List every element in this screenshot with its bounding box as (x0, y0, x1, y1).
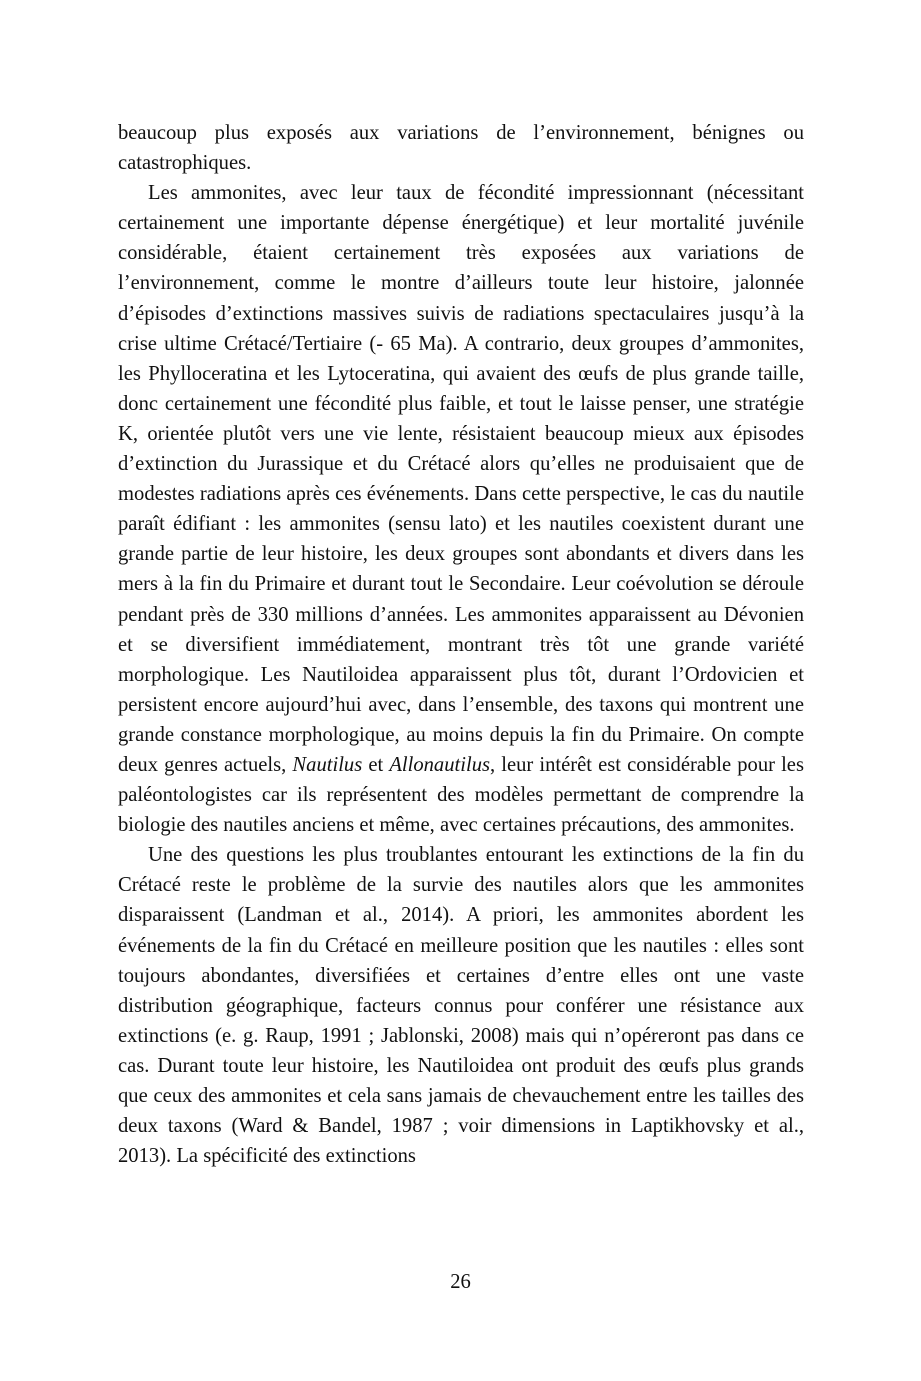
paragraph-text: , leur intérêt est considérable pour les paléontologistes car ils représentent des modèles permettant de comprendre la biologie des nautiles anciens et même, avec certaines précautions, des ammonites. (118, 753, 804, 837)
paragraph (118, 178, 804, 840)
paragraph-text: et (362, 753, 390, 776)
page-number: 26 (450, 1271, 471, 1293)
paragraph-text: Une des questions les plus troublantes entourant les extinctions de la fin du Crétacé reste le problème de la survie des nautiles alors que les ammonites disparaissent (Landman et al., 2014). A priori, les ammonites abordent les événements de la fin du Crétacé en meilleure position que les nautiles : elles sont toujours abondantes, diversifiées et certaines d’entre elles ont une vaste distribution géographique, facteurs connus pour conférer une résistance aux extinctions (e. g. Raup, 1991 ; Jablonski, 2008) mais qui n’opéreront pas dans ce cas. Durant toute leur histoire, les Nautiloidea ont produit des œufs plus grands que ceux des ammonites et cela sans jamais de chevauchement entre les tailles des deux taxons (Ward & Bandel, 1987 ; voir dimensions in Laptikhovsky et al., 2013). La spécificité des extinctions (118, 844, 804, 1168)
paragraph (118, 118, 804, 178)
italic-text: Nautilus (292, 753, 363, 776)
body-text (118, 118, 804, 1171)
paragraph (118, 840, 804, 1171)
paragraph-text: beaucoup plus exposés aux variations de l’environnement, bénignes ou catastrophiques. (118, 122, 804, 175)
paragraph-text: Les ammonites, avec leur taux de fécondité impressionnant (nécessitant certainement une importante dépense énergétique) et leur mortalité juvénile considérable, étaient certainement très exposées aux variations de l’environnement, comme le montre d’ailleurs toute leur histoire, jalonnée d’épisodes d’extinctions massives suivis de radiations spectaculaires jusqu’à la crise ultime Crétacé/Tertiaire (- 65 Ma). A contrario, deux groupes d’ammonites, les Phylloceratina et les Lytoceratina, qui avaient des œufs de plus grande taille, donc certainement une fécondité plus faible, et tout le laisse penser, une stratégie K, orientée plutôt vers une vie lente, résistaient beaucoup mieux aux épisodes d’extinction du Jurassique et du Crétacé alors qu’elles ne produisaient que de modestes radiations après ces événements. Dans cette perspective, le cas du nautile paraît édifiant : les ammonites (sensu lato) et les nautiles coexistent durant une grande partie de leur histoire, les deux groupes sont abondants et divers dans les mers à la fin du Primaire et durant tout le Secondaire. Leur coévolution se déroule pendant près de 330 millions d’années. Les ammonites apparaissent au Dévonien et se diversifient immédiatement, montrant très tôt une grande variété morphologique. Les Nautiloidea apparaissent plus tôt, durant l’Ordovicien et persistent encore aujourd’hui avec, dans l’ensemble, des taxons qui montrent une grande constance morphologique, au moins depuis la fin du Primaire. On compte deux genres actuels, (118, 182, 804, 776)
italic-text: Allonautilus (389, 753, 490, 776)
